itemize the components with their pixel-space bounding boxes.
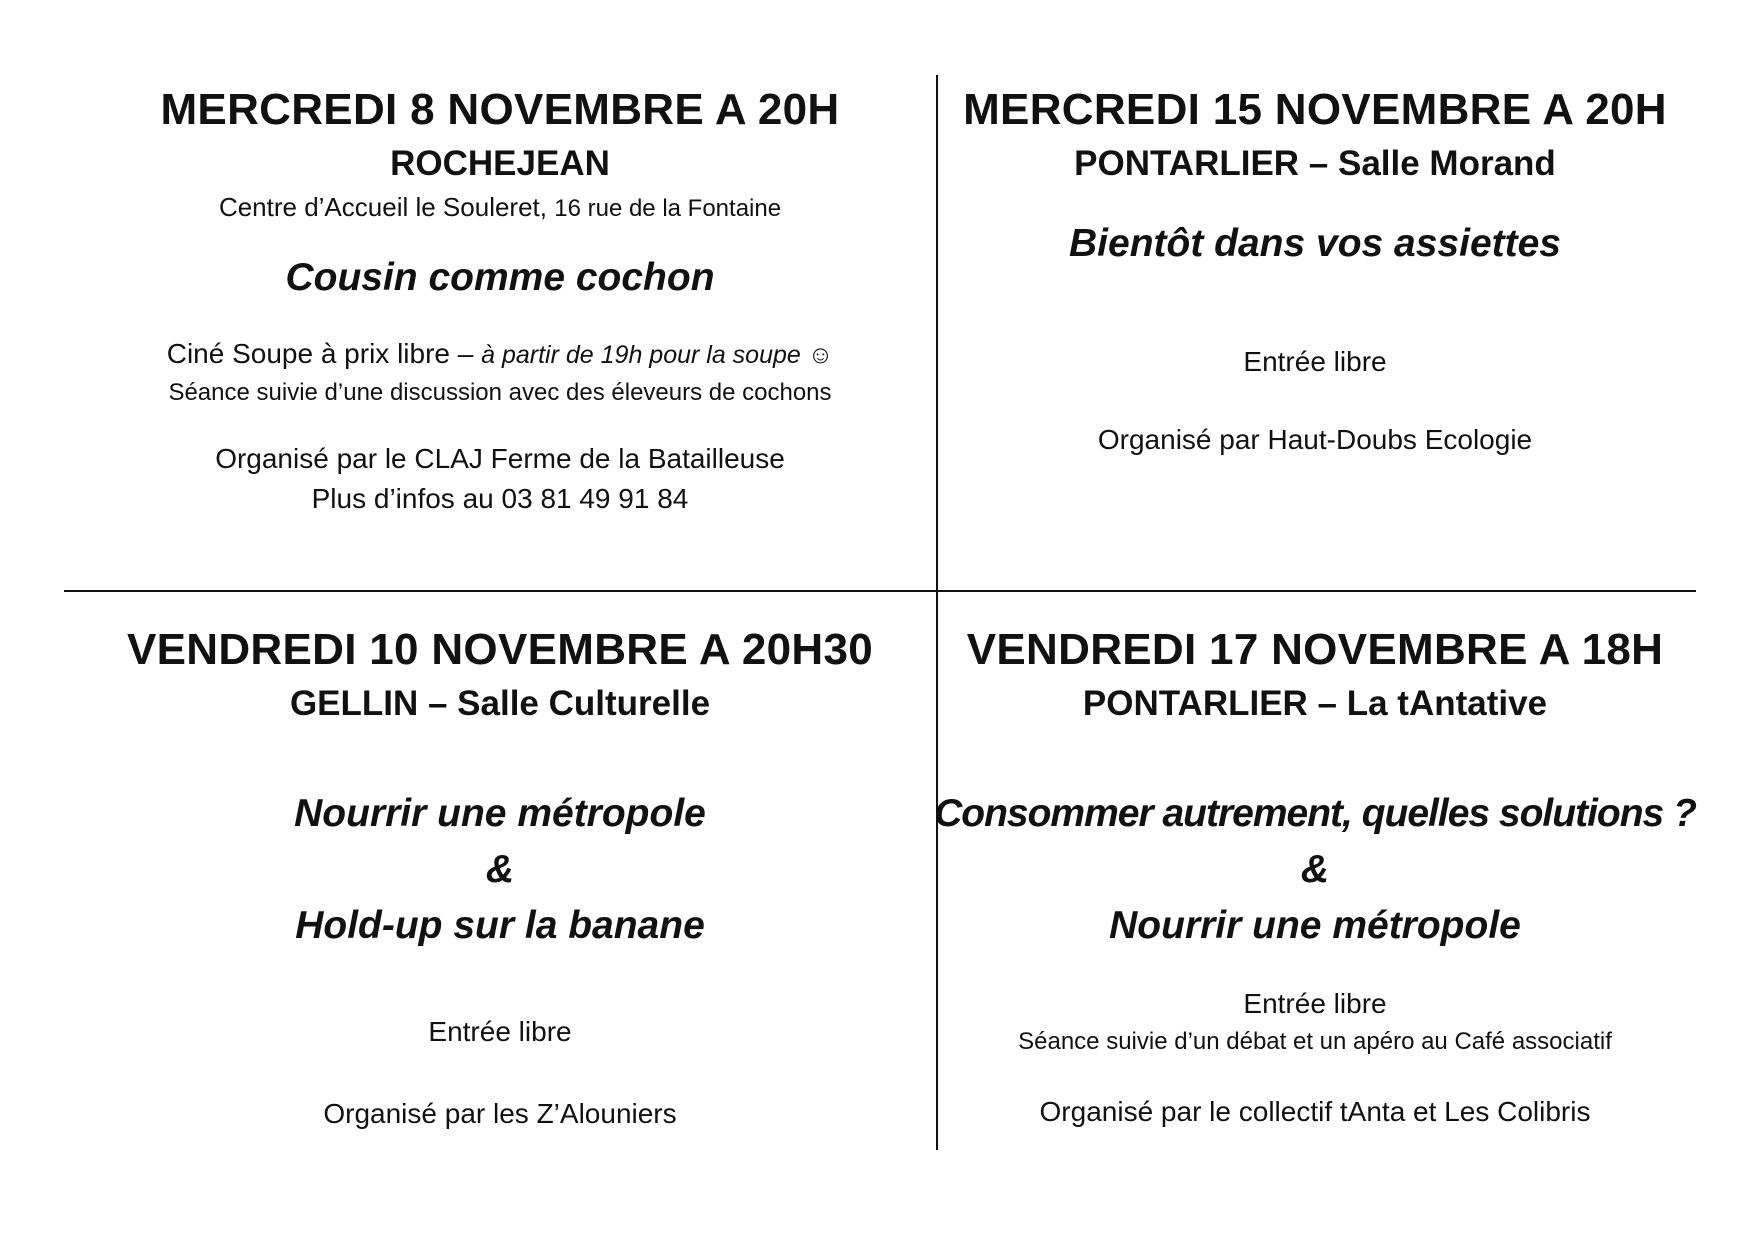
event-organizer: Organisé par le CLAJ Ferme de la Batailleuse: [215, 443, 785, 474]
event-place: PONTARLIER – Salle Morand: [1074, 144, 1556, 183]
event-date: VENDREDI 10 NOVEMBRE A 20H30: [126, 625, 874, 674]
address-street: 16 rue de la Fontaine: [554, 195, 782, 222]
film-title-1: Consommer autrement, quelles solutions ?: [934, 792, 1696, 835]
event-organizer: Organisé par Haut-Doubs Ecologie: [1097, 424, 1533, 455]
film-title-2: Nourrir une métropole: [1109, 904, 1521, 947]
event-pontarlier-morand: [905, 80, 1725, 460]
event-contact: Plus d’infos au 03 81 49 91 84: [311, 483, 689, 514]
event-date: MERCREDI 8 NOVEMBRE A 20H: [160, 85, 840, 134]
event-info-2: Séance suivie d’une discussion avec des éleveurs de cochons: [168, 379, 832, 406]
info-italic: à partir de 19h pour la soupe ☺: [481, 341, 834, 369]
film-ampersand: &: [1300, 848, 1330, 891]
film-title-2: Hold-up sur la banane: [295, 904, 705, 947]
event-place: PONTARLIER – La tAntative: [1082, 684, 1548, 723]
event-date: VENDREDI 17 NOVEMBRE A 18H: [966, 625, 1664, 674]
event-rochejean: [90, 80, 910, 519]
event-date: MERCREDI 15 NOVEMBRE A 20H: [963, 85, 1667, 134]
event-place: GELLIN – Salle Culturelle: [289, 684, 711, 723]
event-entry: Entrée libre: [428, 1016, 572, 1047]
film-title: Bientôt dans vos assiettes: [1069, 222, 1561, 265]
event-entry: Entrée libre: [1243, 988, 1387, 1019]
event-organizer: Organisé par les Z’Alouniers: [323, 1098, 677, 1129]
film-title: Cousin comme cochon: [285, 256, 715, 299]
event-pontarlier-tantative: [905, 620, 1725, 1132]
address-main: Centre d’Accueil le Souleret,: [218, 192, 547, 222]
film-ampersand: &: [485, 848, 515, 891]
film-title-1: Nourrir une métropole: [294, 792, 706, 835]
event-organizer: Organisé par le collectif tAnta et Les Colibris: [1039, 1096, 1591, 1127]
info-main: Ciné Soupe à prix libre –: [166, 338, 474, 369]
event-entry: Entrée libre: [1243, 346, 1387, 377]
event-info: Séance suivie d’un débat et un apéro au Café associatif: [1018, 1028, 1612, 1055]
event-gellin: [90, 620, 910, 1134]
event-info: [90, 334, 910, 375]
event-place: ROCHEJEAN: [390, 144, 610, 183]
event-address: [90, 188, 910, 228]
horizontal-divider: [64, 590, 1696, 592]
